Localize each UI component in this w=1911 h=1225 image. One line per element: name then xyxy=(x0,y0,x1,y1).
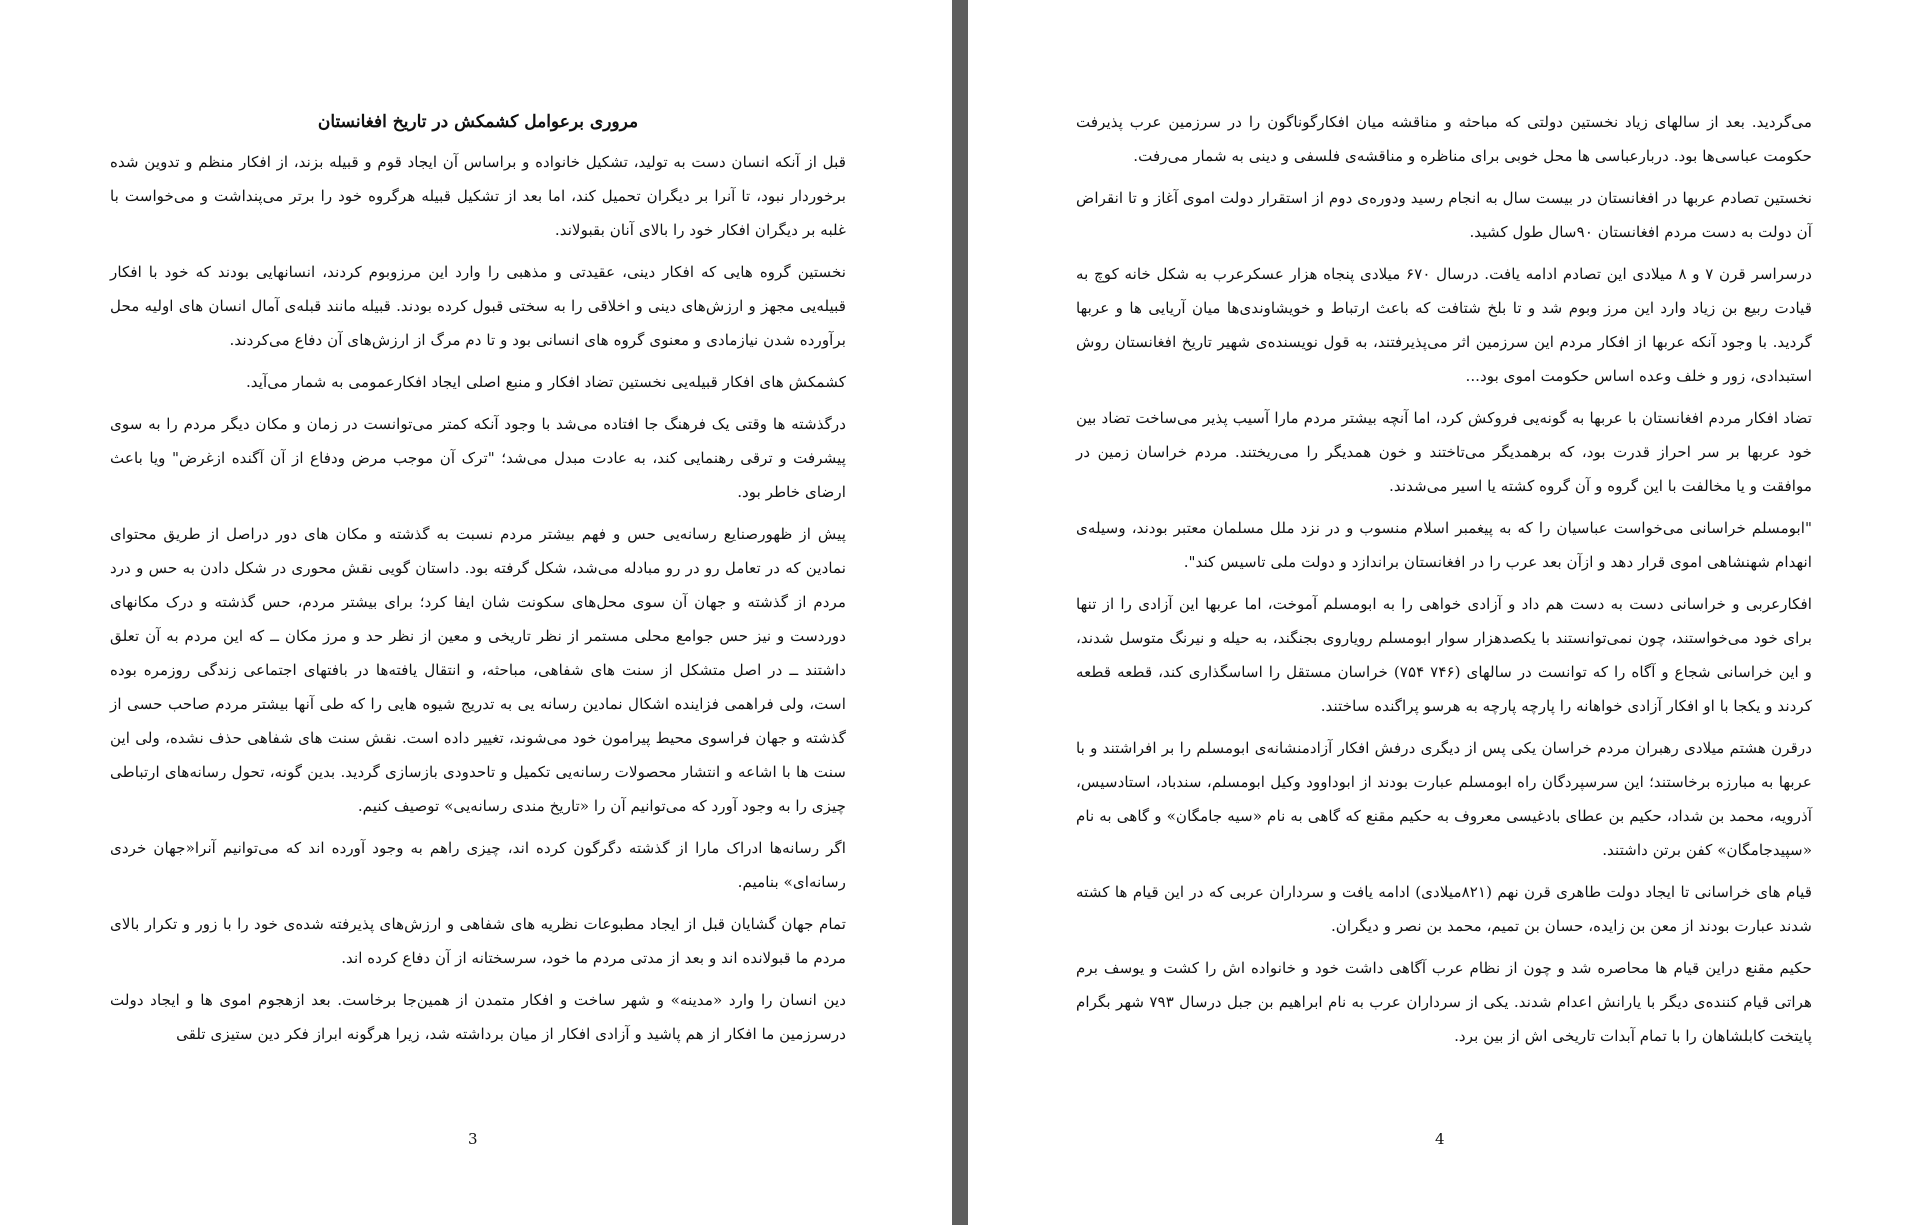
paragraph: پیش از ظهورصنایع رسانه‌یی حس و فهم بیشتر مردم نسبت به گذشته و مکان های دور دراصل از طریق محتوای نمادین که در تعامل رو در رو مبادله می‌شد، شکل گرفته بود. داستان گویی نقش محوری در شکل دادن به حس و درد مردم از گذشته و جهان آن سوی محل‌های سکونت شان ایفا کرد؛ برای بیشتر مردم، حس گذشته و درک مکانهای دوردست و نیز حس جوامع محلی مستمر از نظر تاریخی و معین از نظر حد و مرز مکان ــ که این مردم به آن تعلق داشتند ــ در اصل متشکل از سنت های شفاهی، مباحثه، و انتقال یافته‌ها در بافتهای اجتماعی زندگی روزمره بوده است، ولی فراهمی فزاینده اشکال نمادین رسانه یی به تدریج شیوه هایی را که طی آنها بیشتر مردم صاحب حسی از گذشته و جهان فراسوی محیط پیرامون خود می‌شوند، تغییر داده است. نقش سنت های شفاهی حذف نشده، ولی این سنت ها با اشاعه و انتشار محصولات رسانه‌یی تکمیل و تاحدودی بازسازی گردید. بدین گونه، تحول رسانه‌های ارتباطی چیزی را به وجود آورد که می‌توانیم آن را «تاریخ مندی رسانه‌یی» توصیف کنیم. xyxy=(110,525,846,815)
paragraph: قبل از آنکه انسان دست به تولید، تشکیل خانواده و براساس آن ایجاد قوم و قبیله بزند، از افکار منظم و تدوین شده برخوردار نبود، تا آنرا بر دیگران تحمیل کند، اما بعد از تشکیل قبیله هرگروه خود را برتر می‌پنداشت و می‌خواست با غلبه بر دیگران افکار خود را بالای آنان بقبولاند. xyxy=(110,153,846,239)
paragraph: درگذشته ها وقتی یک فرهنگ جا افتاده می‌شد با وجود آنکه کمتر می‌توانست در زمان و مکان دیگر مردم را به سوی پیشرفت و ترقی رهنمایی کند، به عادت مبدل می‌شد؛ "ترک آن موجب مرض ودفاع از آن آگنده ازغرض" ویا باعث ارضای خاطر بود. xyxy=(110,415,846,501)
left-page-content xyxy=(110,105,846,1059)
paragraph: اگر رسانه‌ها ادراک مارا از گذشته دگرگون کرده اند، چیزی راهم به وجود آورده اند که می‌توانیم آنرا«جهان خردی رسانه‌ای» بنامیم. xyxy=(110,839,846,891)
right-page-content xyxy=(1076,105,1812,1061)
paragraph: تمام جهان گشایان قبل از ایجاد مطبوعات نظریه های شفاهی و ارزش‌های پذیرفته شده‌ی خود را با زور و تکرار بالای مردم ما قبولانده اند و بعد از مدتی مردم ما خود، سرسختانه از آن دفاع کرده اند. xyxy=(110,915,846,967)
paragraph: نخستین گروه هایی که افکار دینی، عقیدتی و مذهبی را وارد این مرزوبوم کردند، انسانهایی بودند که خود با افکار قبیله‌یی مجهز و ارزش‌های دینی و اخلاقی را به سختی قبول کرده بودند. قبیله مانند قبله‌ی آمال انسان های اولیه محل برآورده شدن نیازمادی و معنوی گروه های انسانی بود و تا دم مرگ از ارزش‌های آن دفاع می‌کردند. xyxy=(110,263,846,349)
paragraph: درقرن هشتم میلادی رهبران مردم خراسان یکی پس از دیگری درفش افکار آزادمنشانه‌ی ابومسلم را بر افراشتند و با عربها به مبارزه برخاستند؛ این سرسپردگان راه ابومسلم عبارت بودند از ابوداوود وکیل ابومسلم، سندباد، استادسیس، آذرویه، محمد بن شداد، حکیم بن عطای بادغیسی معروف به حکیم مقنع که گاهی به نام «سیه جامگان» و گاهی به نام «سپیدجامگان» کفن برتن داشتند. xyxy=(1076,739,1812,859)
paragraph: کشمکش های افکار قبیله‌یی نخستین تضاد افکار و منبع اصلی ایجاد افکارعمومی به شمار می‌آید. xyxy=(245,373,846,391)
paragraph: دین انسان را وارد «مدینه» و شهر ساخت و افکار متمدن از همین‌جا برخاست. بعد ازهجوم اموی ها و ایجاد دولت درسرزمین ما افکار از هم پاشید و آزادی افکار از میان برداشته شد، زیرا هرگونه ابراز فکر دین ستیزی تلقی xyxy=(110,991,846,1043)
page-title: مروری برعوامل کشمکش در تاریخ افغانستان xyxy=(317,112,639,132)
paragraph: می‌گردید. بعد از سالهای زیاد نخستین دولتی که مباحثه و مناقشه میان افکارگوناگون را در سرزمین عرب پذیرفت حکومت عباسی‌ها بود. دربارعباسی ها محل خوبی برای مناظره و مناقشه‌ی فلسفی و دینی به شمار می‌رفت. xyxy=(1076,113,1812,165)
left-page xyxy=(0,0,952,1225)
page-gutter xyxy=(952,0,968,1225)
paragraph: تضاد افکار مردم افغانستان با عربها به گونه‌یی فروکش کرد، اما آنچه بیشتر مردم مارا آسیب پذیر می‌ساخت تضاد بین خود عربها بر سر احراز قدرت بود، که برهمدیگر می‌تاختند و خون همدیگر را می‌ریختند. مردم خراسان زمین در موافقت و یا مخالفت با این گروه و آن گروه کشته یا اسیر می‌شدند. xyxy=(1076,409,1812,495)
paragraph: نخستین تصادم عربها در افغانستان در بیست سال به انجام رسید ودوره‌ی دوم از استقرار دولت اموی آغاز و تا انقراض آن دولت به دست مردم افغانستان ۹۰سال طول کشید. xyxy=(1076,189,1812,241)
paragraph: افکارعربی و خراسانی دست به دست هم داد و آزادی خواهی را به ابومسلم آموخت، اما عربها این آزادی را از تنها برای خود می‌خواستند، چون نمی‌توانستند با یکصدهزار سوار ابومسلم رویاروی بجنگند، به حیله و نیرنگ متوسل شدند، و این خراسانی شجاع و آگاه را که توانست در سالهای (۷۴۶ ۷۵۴) خراسان مستقل را اساسگذاری کند، قطعه قطعه کردند و یکجا با او افکار آزادی خواهانه را پارچه پارچه به هرسو پراگنده ساختند. xyxy=(1076,595,1812,715)
right-page xyxy=(968,0,1911,1225)
paragraph: درسراسر قرن ۷ و ۸ میلادی این تصادم ادامه یافت. درسال ۶۷۰ میلادی پنجاه هزار عسکرعرب به شکل خانه کوچ به قیادت ربیع بن زیاد وارد این مرز وبوم شد و تا بلخ شتافت که باعث ارتباط و خویشاوندی‌ها میان آریایی ها و عربها گردید. با وجود آنکه عربها از افکار مردم این سرزمین اثر می‌پذیرفتند، به قول نویسنده‌ی شهیر تاریخ افغانستان روش استبدادی، زور و خلف وعده اساس حکومت اموی بود... xyxy=(1076,265,1812,385)
paragraph: حکیم مقنع دراین قیام ها محاصره شد و چون از نظام عرب آگاهی داشت خود و خانواده اش را کشت و یوسف برم هراتی قیام کننده‌ی دیگر با یارانش اعدام شدند. یکی از سرداران عرب به نام ابراهیم بن جبل درسال ۷۹۳ شهر بگرام پایتخت کابلشاهان را با تمام آبدات تاریخی اش از بین برد. xyxy=(1076,959,1812,1045)
paragraph: قیام های خراسانی تا ایجاد دولت طاهری قرن نهم (۸۲۱میلادی) ادامه یافت و سرداران عربی که در این قیام ها کشته شدند عبارت بودند از معن بن زایده، حسان بن تمیم، محمد بن نصر و دیگران. xyxy=(1076,883,1812,935)
paragraph: "ابومسلم خراسانی می‌خواست عباسیان را که به پیغمبر اسلام منسوب و در نزد ملل مسلمان معتبر بودند، وسیله‌ی انهدام شهنشاهی اموی قرار دهد و ازآن بعد عرب را در افغانستان براندازد و دولت ملی تاسیس کند". xyxy=(1076,519,1812,571)
page-number: 3 xyxy=(468,1130,478,1148)
page-number: 4 xyxy=(1435,1130,1445,1148)
